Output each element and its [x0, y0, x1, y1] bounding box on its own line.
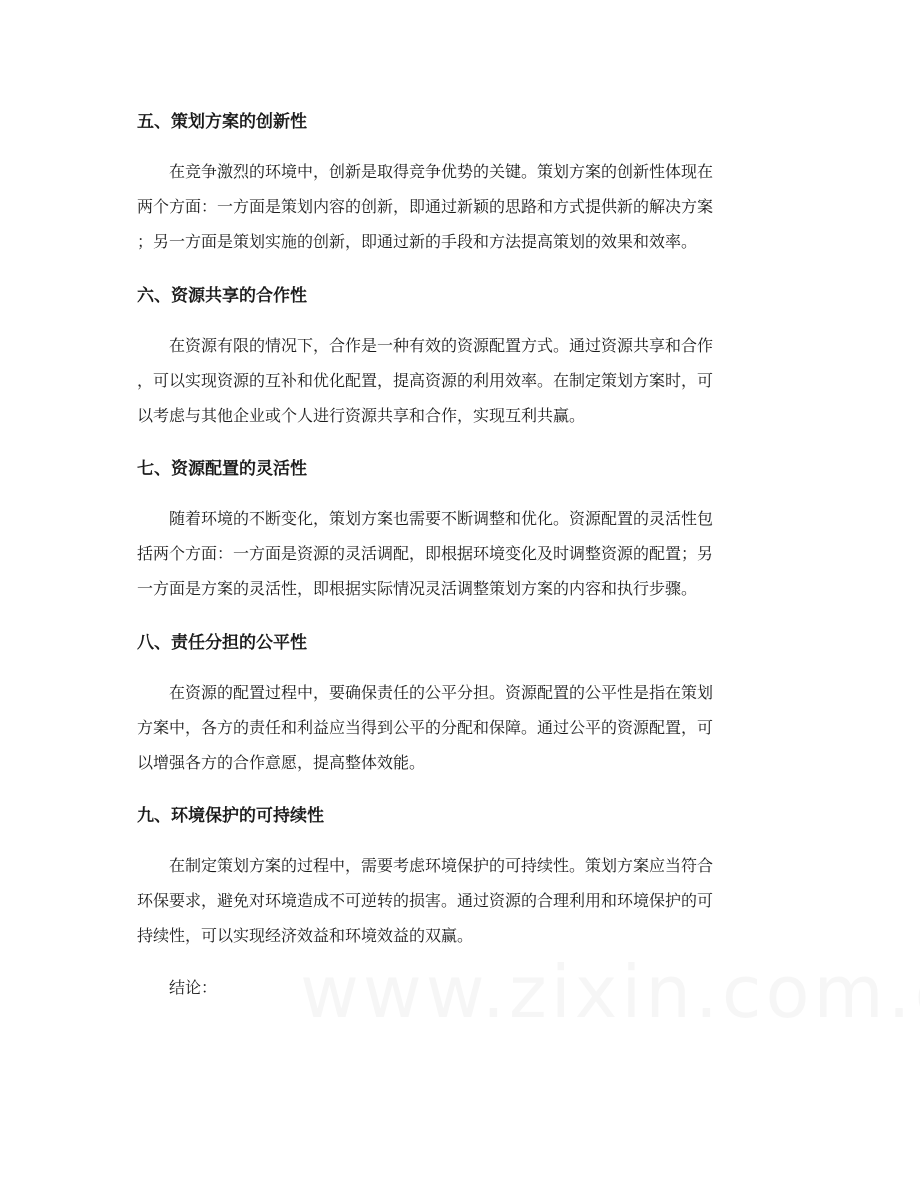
section-paragraph — [137, 848, 797, 953]
paragraph-line: 环保要求，避免对环境造成不可逆转的损害。通过资源的合理利用和环境保护的可 — [137, 891, 714, 910]
conclusion-paragraph — [137, 970, 797, 1005]
section-heading: 六、资源共享的合作性 — [137, 286, 307, 306]
section-heading: 八、责任分担的公平性 — [137, 633, 307, 653]
paragraph-line: 一方面是方案的灵活性，即根据实际情况灵活调整策划方案的内容和执行步骤。 — [137, 579, 698, 598]
paragraph-line: ，可以实现资源的互补和优化配置，提高资源的利用效率。在制定策划方案时，可 — [137, 371, 714, 390]
paragraph-line: 在竞争激烈的环境中，创新是取得竞争优势的关键。策划方案的创新性体现在 — [169, 162, 714, 181]
paragraph-line: 以增强各方的合作意愿，提高整体效能。 — [137, 753, 426, 772]
section-paragraph — [137, 675, 797, 780]
paragraph-line: 在制定策划方案的过程中，需要考虑环境保护的可持续性。策划方案应当符合 — [169, 856, 714, 875]
section-heading: 九、环境保护的可持续性 — [137, 806, 324, 826]
paragraph-line: 方案中，各方的责任和利益应当得到公平的分配和保障。通过公平的资源配置，可 — [137, 718, 714, 737]
section-heading: 七、资源配置的灵活性 — [137, 459, 307, 479]
paragraph-line: 以考虑与其他企业或个人进行资源共享和合作，实现互利共赢。 — [137, 406, 586, 425]
section-paragraph — [137, 154, 797, 259]
section-paragraph — [137, 328, 797, 433]
paragraph-line: ；另一方面是策划实施的创新，即通过新的手段和方法提高策划的效果和效率。 — [137, 232, 698, 251]
paragraph-line: 括两个方面：一方面是资源的灵活调配，即根据环境变化及时调整资源的配置；另 — [137, 544, 714, 563]
paragraph-line: 持续性，可以实现经济效益和环境效益的双赢。 — [137, 926, 474, 945]
paragraph-line: 随着环境的不断变化，策划方案也需要不断调整和优化。资源配置的灵活性包 — [169, 509, 714, 528]
paragraph-line: 在资源的配置过程中，要确保责任的公平分担。资源配置的公平性是指在策划 — [169, 683, 714, 702]
conclusion-label: 结论： — [169, 978, 218, 997]
section-paragraph — [137, 501, 797, 606]
paragraph-line: 在资源有限的情况下，合作是一种有效的资源配置方式。通过资源共享和合作 — [169, 336, 714, 355]
section-heading: 五、策划方案的创新性 — [137, 112, 307, 132]
paragraph-line: 两个方面：一方面是策划内容的创新，即通过新颖的思路和方式提供新的解决方案 — [137, 197, 714, 216]
